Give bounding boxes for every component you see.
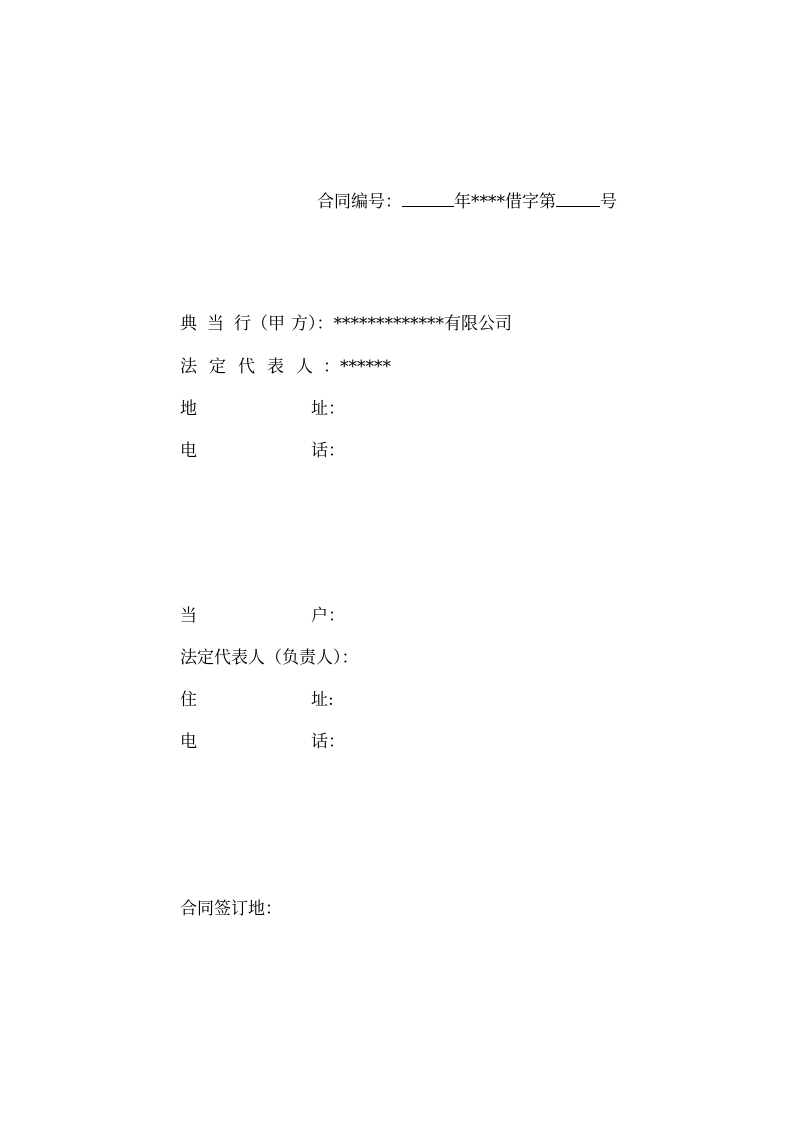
contract-number-middle: 年****借字第 (454, 192, 556, 212)
residence-b-label-left: 住 (180, 690, 197, 710)
legal-rep-a-char-1: 法 (180, 357, 197, 377)
contract-number-line (317, 189, 617, 213)
phone-b-row (180, 731, 600, 753)
legal-rep-a-char-3: 代 (238, 357, 255, 377)
contract-year-blank[interactable] (402, 189, 454, 207)
pawnshop-char-1: 典 (180, 314, 197, 334)
legal-rep-a-char-5: 人 (296, 357, 313, 377)
phone-a-row (180, 440, 600, 462)
pawnshop-row (180, 313, 600, 335)
legal-rep-a-char-2: 定 (209, 357, 226, 377)
legal-rep-a-name: ：****** (323, 357, 391, 377)
client-label-right: 户： (311, 606, 345, 626)
pawnshop-char-2: 当 (207, 314, 224, 334)
pawnshop-name: *************有限公司 (333, 314, 512, 334)
phone-b-label-left: 电 (180, 732, 197, 752)
client-row (180, 605, 600, 627)
phone-a-label-left: 电 (180, 441, 197, 461)
pawnshop-char-3: 行 (234, 314, 251, 334)
phone-b-label-right: 话： (311, 732, 345, 752)
legal-rep-a-char-4: 表 (267, 357, 284, 377)
legal-rep-b-label: 法定代表人（负责人）： (180, 648, 359, 668)
residence-b-row (180, 689, 600, 711)
address-a-label-right: 址： (311, 399, 345, 419)
client-label-left: 当 (180, 606, 197, 626)
address-a-label-left: 地 (180, 399, 197, 419)
address-a-row (180, 398, 600, 420)
phone-a-label-right: 话： (311, 441, 345, 461)
contract-number-label: 合同编号： (317, 192, 402, 212)
residence-b-label-right: 址: (311, 690, 334, 710)
signing-place-label: 合同签订地： (180, 899, 282, 919)
pawnshop-char-5: 方）： (291, 314, 334, 334)
pawnshop-char-4: （甲 (251, 314, 285, 334)
signing-place-row (180, 898, 600, 920)
legal-rep-b-row (180, 647, 600, 669)
contract-number-end: 号 (600, 192, 617, 212)
contract-seq-blank[interactable] (556, 189, 600, 207)
legal-rep-a-row (180, 356, 600, 378)
